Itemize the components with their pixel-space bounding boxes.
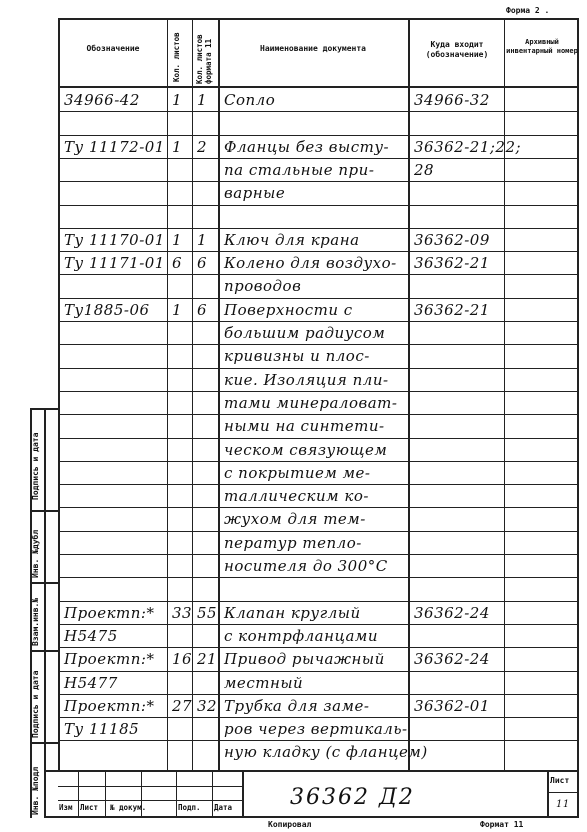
where-used-cell: 36362-01 [414, 696, 490, 715]
designation-cell: Н5475 [64, 626, 118, 645]
designation-cell: Проектn:* [64, 650, 155, 669]
doc-name-cell: местный [224, 673, 304, 692]
header-sheet-count-format: Кол. листов формата 11 [195, 34, 213, 84]
doc-name-cell: носителя до 300°С [224, 557, 388, 575]
sheet-count-cell: 1 [172, 137, 183, 156]
doc-name-cell: Фланцы без высту- [224, 137, 390, 156]
doc-name-cell: кие. Изоляция пли- [224, 370, 389, 389]
stamp-sheet-label: Лист [550, 776, 570, 785]
doc-name-cell: проводов [224, 277, 302, 296]
doc-name-cell: па стальные при- [224, 160, 375, 179]
designation-cell: Ту 11185 [64, 720, 140, 739]
sheet-count-format-cell: 55 [197, 603, 218, 622]
doc-name-cell: кривизны и плос- [224, 347, 370, 366]
side-label-sign-date-2: Подпись и дата [31, 670, 40, 738]
designation-cell: Ту 11170-01 [64, 230, 165, 249]
header-designation: Обозначение [86, 44, 140, 53]
doc-name-cell: Сопло [224, 91, 276, 109]
doc-name-cell: ными на синтети- [224, 417, 385, 436]
sheet-count-cell: 1 [172, 300, 183, 319]
designation-cell: Ту 11172-01 [64, 137, 165, 156]
designation-cell: Проектn:* [64, 696, 155, 715]
doc-name-cell: Колено для воздухо- [224, 254, 397, 273]
footer-format: Формат 11 [480, 820, 524, 829]
doc-name-cell: тами минераловат- [224, 393, 398, 412]
sheet-count-cell: 1 [172, 230, 183, 249]
doc-name-cell: большим радиусом [224, 324, 386, 342]
sheet-count-cell: 6 [172, 254, 183, 273]
designation-cell: Ту1885-06 [64, 300, 150, 319]
sheet-count-format-cell: 32 [197, 696, 218, 715]
doc-name-cell: жухом для тем- [224, 510, 366, 529]
doc-name-cell: Клапан круглый [224, 603, 361, 622]
stamp-doc-no: № докум. [110, 803, 147, 812]
where-used-cell: 36362-24 [414, 603, 490, 622]
sheet-count-cell: 16 [172, 650, 193, 669]
footer-kopiroval: Копировал [268, 820, 312, 829]
designation-cell: 34966-42 [64, 91, 140, 109]
sheet-count-format-cell: 1 [197, 230, 208, 249]
doc-name-cell: ров через вертикаль- [224, 720, 408, 739]
doc-name-cell: варные [224, 184, 286, 203]
where-used-cell: 28 [414, 160, 435, 179]
stamp-data: Дата [214, 803, 233, 812]
form-label: Форма 2 . [506, 6, 550, 15]
side-label-inv-dubl: Инв. №дубл [31, 529, 40, 578]
designation-cell: Ту 11171-01 [64, 254, 165, 273]
sheet-count-cell: 1 [172, 91, 183, 109]
sheet-count-format-cell: 21 [197, 650, 218, 669]
doc-name-cell: Привод рычажный [224, 650, 385, 669]
doc-name-cell: ную кладку (с фланцем) [224, 743, 428, 762]
stamp-podp: Подп. [178, 803, 201, 812]
doc-name-cell: с покрытием ме- [224, 463, 371, 482]
doc-name-cell: Трубка для заме- [224, 696, 370, 715]
sheet-count-cell: 33 [172, 603, 193, 622]
sheet-count-format-cell: 2 [197, 137, 208, 156]
sheet-count-format-cell: 6 [197, 254, 208, 273]
document-code: 36362 Д2 [290, 785, 415, 810]
doc-name-cell: Поверхности с [224, 300, 353, 319]
where-used-cell: 36362-21 [414, 254, 490, 273]
header-archive: Архивный инвентарный номер [506, 38, 578, 55]
where-used-cell: 36362-21 [414, 300, 490, 319]
sheet-count-format-cell: 6 [197, 300, 208, 319]
doc-name-cell: ператур тепло- [224, 533, 362, 552]
stamp-sheet-number: 11 [556, 799, 570, 810]
stamp-list: Лист [80, 803, 99, 812]
designation-cell: Н5477 [64, 673, 118, 692]
doc-name-cell: ческом связующем [224, 440, 388, 459]
doc-name-cell: с контрфланцами [224, 626, 378, 645]
doc-name-cell: таллическим ко- [224, 487, 369, 506]
side-label-sign-date-1: Подпись и дата [31, 432, 40, 500]
sheet-count-format-cell: 1 [197, 91, 208, 109]
header-sheet-count: Кол. листов [172, 32, 181, 82]
where-used-cell: 36362-24 [414, 650, 490, 669]
where-used-cell: 36362-21;22; [414, 137, 522, 156]
where-used-cell: 34966-32 [414, 91, 490, 109]
side-label-vzam-inv: Взам.инв.№ [31, 597, 40, 646]
sheet-count-cell: 27 [172, 696, 193, 715]
side-label-inv-podl: Инв. №подл [31, 766, 40, 815]
where-used-cell: 36362-09 [414, 230, 490, 249]
designation-cell: Проектn:* [64, 603, 155, 622]
header-doc-name: Наименование документа [260, 44, 366, 53]
doc-name-cell: Ключ для крана [224, 230, 360, 249]
stamp-izm: Изм [59, 803, 73, 812]
header-where-used: Куда входит (обозначение) [425, 40, 489, 59]
